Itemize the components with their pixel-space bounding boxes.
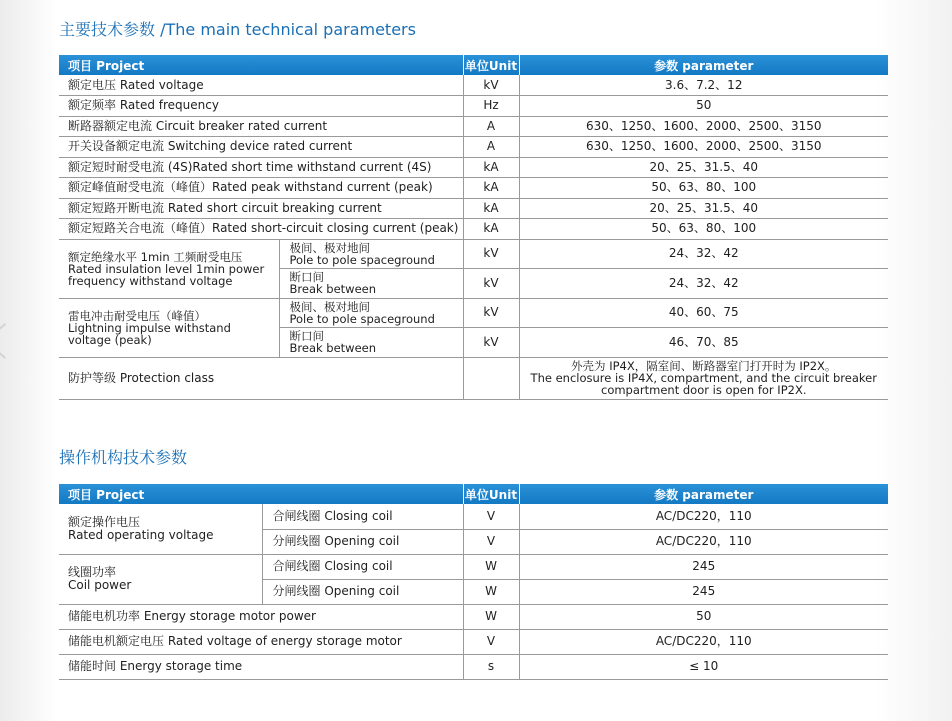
row-value: ≤ 10 [519,654,888,679]
voltage-closing-unit: V [463,504,519,529]
lightning-sub2-en: Break between [289,341,377,356]
row-value: AC/DC220，110 [519,629,888,654]
row-value: 3.6、7.2、12 [519,75,888,96]
insulation-label [59,239,279,298]
table-row [59,198,888,219]
insulation-sub2-unit: kV [463,269,519,299]
power-closing-label: 合闸线圈 Closing coil [262,554,463,579]
insulation-sub2-value: 24、32、42 [519,269,888,299]
lightning-sub2-value: 46、70、85 [519,328,888,358]
insulation-sub2 [279,269,463,299]
insulation-label-en1: Rated insulation level 1min power [68,261,265,276]
power-closing-value: 245 [519,554,888,579]
lightning-label-cn: 雷电冲击耐受电压（峰值） [68,308,206,323]
insulation-sub1-cn: 极间、极对地间 [289,240,370,255]
row-unit: Hz [463,96,519,117]
voltage-opening-label: 分闸线圈 Opening coil [262,529,463,554]
row-project: 额定峰值耐受电流（峰值）Rated peak withstand current (peak) [59,178,463,199]
lightning-sub2-unit: kV [463,328,519,358]
coil-power-label-cn: 线圈功率 [68,565,117,579]
insulation-sub2-cn: 断口间 [289,270,324,285]
table-row [59,219,888,240]
insulation-sub1-unit: kV [463,239,519,269]
section2-title: 操作机构技术参数 [59,448,188,467]
table-row-protection [59,357,888,399]
voltage-opening-unit: V [463,529,519,554]
row-project: 开关设备额定电流 Switching device rated current [59,137,463,158]
coil-power-label [59,554,262,604]
protection-line3: compartment door is open for IP2X. [601,383,807,397]
row-value: 630、1250、1600、2000、2500、3150 [519,137,888,158]
lightning-sub2-cn: 断口间 [289,329,324,344]
operating-voltage-label-cn: 额定操作电压 [68,514,141,529]
voltage-closing-value: AC/DC220，110 [519,504,888,529]
power-opening-unit: W [463,579,519,604]
row-project: 额定短路关合电流（峰值）Rated short-circuit closing current (peak) [59,219,463,240]
row-unit: kA [463,157,519,178]
row-value: 50、63、80、100 [519,178,888,199]
table-row-lightning [59,298,888,328]
lightning-label-en1: Lightning impulse withstand [68,320,231,335]
table-row-insulation [59,239,888,269]
protection-line1: 外壳为 IP4X，隔室间、断路器室门打开时为 IP2X。 [571,359,837,373]
row-unit: kV [463,75,519,96]
operating-voltage-label-en: Rated operating voltage [68,527,214,542]
header-unit: 单位Unit [463,484,519,504]
insulation-sub1-value: 24、32、42 [519,239,888,269]
protection-label: 防护等级 Protection class [59,357,463,399]
row-project: 储能电机额定电压 Rated voltage of energy storage motor [59,629,463,654]
row-value: 630、1250、1600、2000、2500、3150 [519,116,888,137]
lightning-label [59,298,279,357]
insulation-label-en2: frequency withstand voltage [68,273,233,288]
row-project: 额定电压 Rated voltage [59,75,463,96]
row-unit: s [463,654,519,679]
row-unit: kA [463,219,519,240]
row-project: 储能时间 Energy storage time [59,654,463,679]
lightning-sub1-unit: kV [463,298,519,328]
row-project: 额定短路开断电流 Rated short circuit breaking current [59,198,463,219]
table-row [59,116,888,137]
row-value: 20、25、31.5、40 [519,157,888,178]
row-value: 50 [519,604,888,629]
protection-line2: The enclosure is IP4X, compartment, and the circuit breaker [530,371,877,385]
protection-value [519,357,888,399]
row-value: 50 [519,96,888,117]
lightning-sub1-value: 40、60、75 [519,298,888,328]
header-parameter: 参数 parameter [519,55,888,75]
table-row [59,178,888,199]
table-header-row [59,484,888,504]
lightning-sub1-en: Pole to pole spaceground [289,311,435,326]
power-opening-value: 245 [519,579,888,604]
row-project: 额定频率 Rated frequency [59,96,463,117]
row-unit: kA [463,178,519,199]
table-row [59,654,888,679]
row-unit: W [463,604,519,629]
lightning-label-en2: voltage (peak) [68,332,152,347]
insulation-label-cn: 额定绝缘水平 1min 工频耐受电压 [68,249,243,264]
protection-unit [463,357,519,399]
row-unit: V [463,629,519,654]
header-project: 项目 Project [59,484,463,504]
header-project: 项目 Project [59,55,463,75]
row-unit: A [463,137,519,158]
insulation-sub1 [279,239,463,269]
table-row [59,629,888,654]
power-closing-unit: W [463,554,519,579]
table-row [59,137,888,158]
section1-title: 主要技术参数 /The main technical parameters [59,20,416,39]
table-row [59,157,888,178]
decorative-line-top [0,323,6,339]
technical-parameters-table [59,55,888,400]
voltage-closing-label: 合闸线圈 Closing coil [262,504,463,529]
lightning-sub2 [279,328,463,358]
row-project: 断路器额定电流 Circuit breaker rated current [59,116,463,137]
voltage-opening-value: AC/DC220，110 [519,529,888,554]
row-project: 额定短时耐受电流 (4S)Rated short time withstand current (4S) [59,157,463,178]
row-unit: A [463,116,519,137]
table-row [59,604,888,629]
table-header-row [59,55,888,75]
lightning-sub1 [279,298,463,328]
insulation-sub1-en: Pole to pole spaceground [289,252,435,267]
table-row-operating-voltage [59,504,888,529]
power-opening-label: 分闸线圈 Opening coil [262,579,463,604]
row-project: 储能电机功率 Energy storage motor power [59,604,463,629]
decorative-line-bottom [0,343,6,359]
row-value: 20、25、31.5、40 [519,198,888,219]
header-parameter: 参数 parameter [519,484,888,504]
lightning-sub1-cn: 极间、极对地间 [289,299,370,314]
coil-power-label-en: Coil power [68,578,132,592]
row-unit: kA [463,198,519,219]
table-row [59,75,888,96]
header-unit: 单位Unit [463,55,519,75]
operating-voltage-label [59,504,262,554]
row-value: 50、63、80、100 [519,219,888,240]
insulation-sub2-en: Break between [289,282,377,297]
table-row [59,96,888,117]
table-row-coil-power [59,554,888,579]
operating-mechanism-table [59,484,888,680]
